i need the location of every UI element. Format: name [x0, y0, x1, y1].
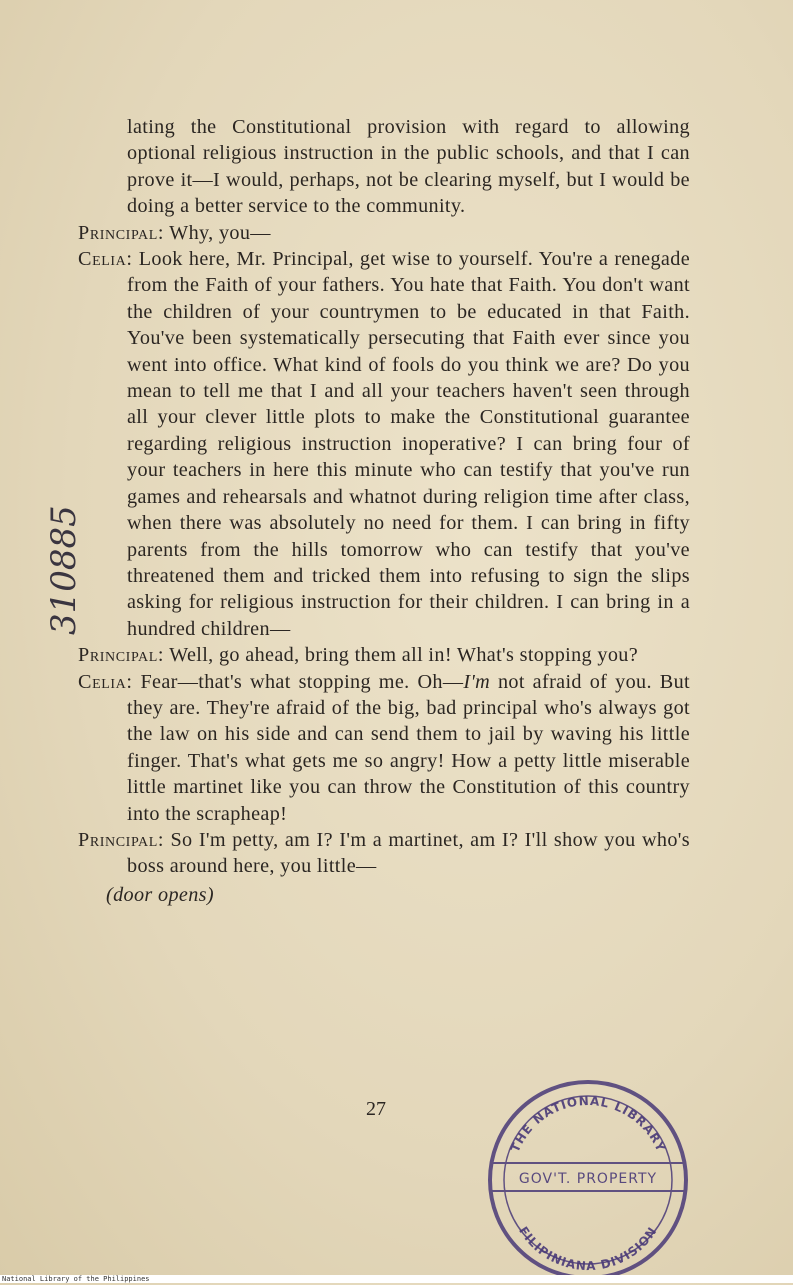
handwritten-accession-number — [30, 500, 100, 640]
principal-line-3 — [78, 827, 690, 880]
stage-direction — [78, 882, 690, 908]
page-body — [78, 114, 690, 908]
speaker-celia: Celia: — [78, 248, 133, 271]
stamp-top-text: THE NATIONAL LIBRARY — [507, 1093, 669, 1155]
principal-text-2: Well, go ahead, bring them all in! What's stopping you? — [169, 644, 639, 667]
handwritten-number-text: 310885 — [44, 505, 84, 635]
celia-text-2b: not afraid of you. But they are. They're afraid of the big, bad principal who's always got the law on his side and can send them to jail by waving his little finger. That's what gets me so angry! How a petty little miserable little martinet like you can throw the Constitution of this country into the scrapheap! — [127, 670, 690, 825]
library-stamp — [483, 1075, 693, 1285]
page-number: 27 — [366, 1098, 386, 1120]
celia-emphasis: I'm — [463, 670, 491, 693]
principal-line-2 — [78, 642, 690, 668]
celia-line-1 — [78, 246, 690, 642]
principal-text-1: Why, you— — [169, 221, 271, 244]
svg-text:THE NATIONAL LIBRARY — [508, 1094, 668, 1154]
stage-direction-text: (door opens) — [106, 883, 214, 906]
celia-text-1: Look here, Mr. Principal, get wise to yourself. You're a renegade from the Faith of your fathers. You hate that Faith. You don't want the children of your countrymen to be educated in that Faith. You've been systematically persecuting that Faith ever since you went into office. What kind of fools do you think we are? Do you mean to tell me that I and all your teachers haven't seen through all your clever little plots to make the Constitutional guarantee regarding religious instruction inoperative? I can bring four of your teachers in here this minute who can testify that you've run games and rehearsals and whatnot during religion time after class, when there was absolutely no need for them. I can bring in fifty parents from the hills tomorrow who can testify that you've threatened them and tricked them into refusing to sign the slips asking for religious instruction for their children. I can bring in a hundred children— — [127, 248, 690, 640]
speaker-principal: Principal: — [78, 828, 165, 851]
celia-line-2 — [78, 669, 690, 827]
principal-line-1 — [78, 220, 690, 246]
principal-text-3: So I'm petty, am I? I'm a martinet, am I? I'll show you who's boss around here, you little— — [127, 828, 690, 878]
speaker-principal: Principal: — [78, 644, 165, 667]
opening-paragraph: lating the Constitutional provision with regard to allowing optional religious instruction in the public schools, and that I can prove it—I would, perhaps, not be clearing myself, but I would be doing a better service to the community. — [127, 116, 690, 218]
celia-text-2a: Fear—that's what stopping me. Oh— — [140, 670, 464, 693]
stamp-middle-text: GOV'T. PROPERTY — [518, 1171, 658, 1187]
footer-credit: National Library of the Philippines — [0, 1275, 793, 1283]
speaker-principal: Principal: — [78, 221, 165, 244]
speaker-celia: Celia: — [78, 670, 133, 693]
stamp-bottom-text: FILIPINIANA DIVISION — [516, 1224, 660, 1274]
